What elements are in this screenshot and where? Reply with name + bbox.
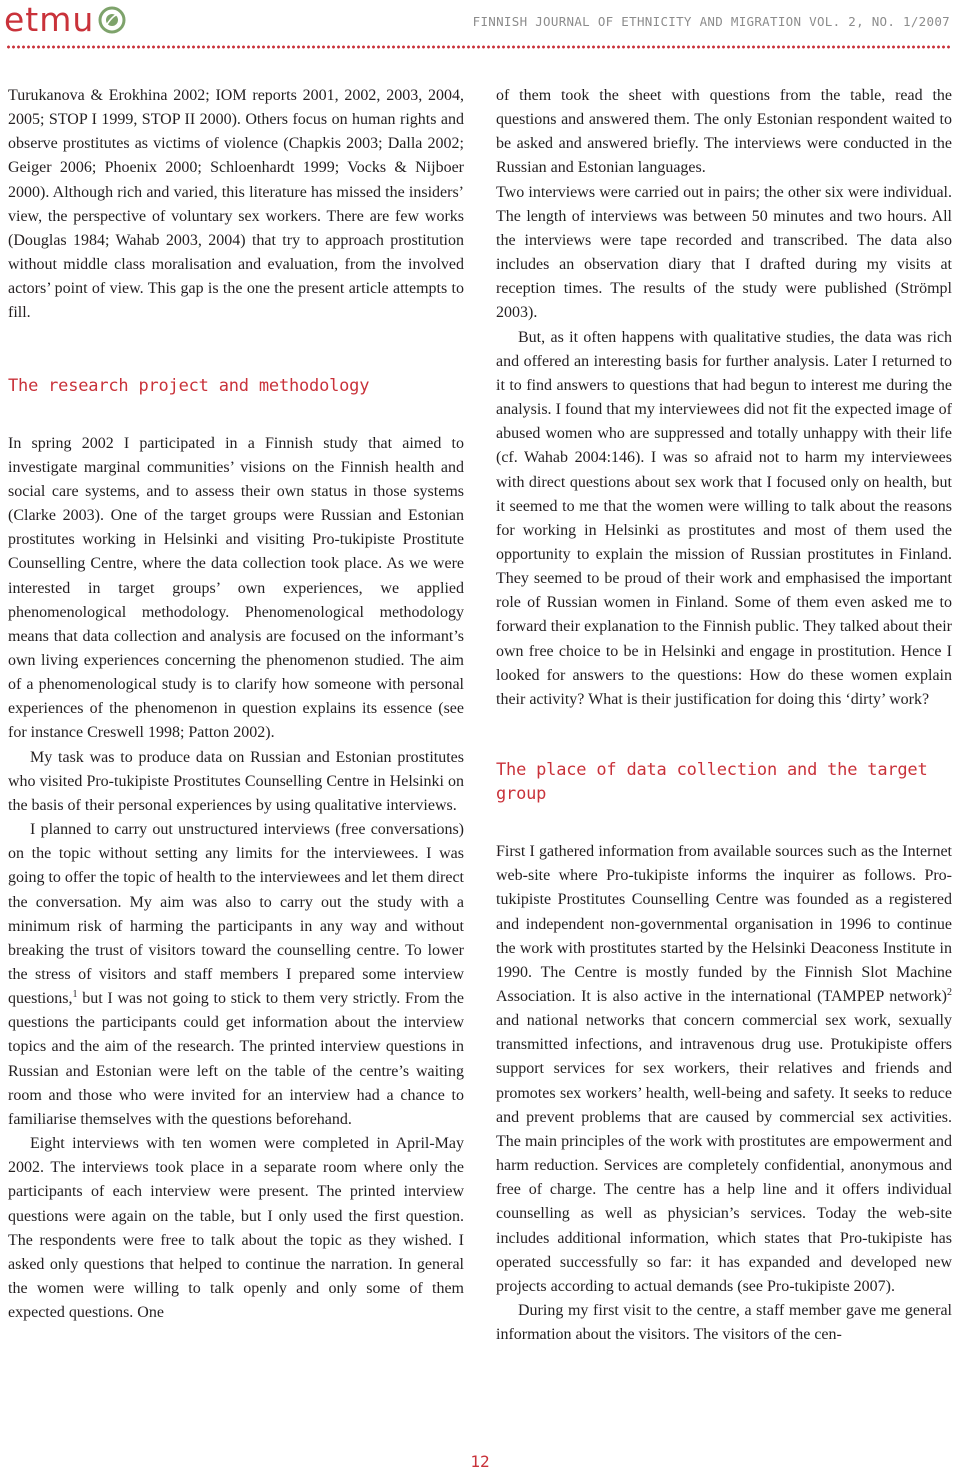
page-header bbox=[0, 0, 960, 60]
dotted-rule bbox=[6, 44, 952, 50]
paragraph: But, as it often happens with qualitative studies, the data was rich and offered an interesting basis for further analysis. Later I returned to it to find answers to questions that had begun to interest me during the analysis. I found that my interviewees did not fit the expected image of abused women who are suppressed and totally unhappy with their life (cf. Wahab 2004:146). I was so afraid not to harm my interviewees with direct questions about sex work that I focused only on health, but it seemed to me that the women were willing to talk about the reasons for working in Helsinki as prostitutes and most of them used the opportunity to explain the mission of Russian prostitutes in Finland. They seemed to be proud of their work and emphasised the important role of Russian women in Finland. Some of them even asked me to forward their explanation to the Finnish public. They talked about their own free choice to be in Helsinki and engage in prostitution. Hence I looked for answers to the questions: How do these women explain their activity? What is their justification for doing this ‘dirty’ work? bbox=[496, 328, 952, 708]
journal-title: FINNISH JOURNAL OF ETHNICITY AND MIGRATION VOL. 2, NO. 1/2007 bbox=[472, 14, 950, 29]
section-heading-research: The research project and methodology bbox=[8, 375, 370, 396]
right-column bbox=[496, 84, 952, 1347]
page-number: 12 bbox=[470, 1452, 490, 1471]
logo-wordmark: etmu bbox=[4, 0, 95, 39]
paragraph-text: First I gathered information from available sources such as the Internet web-site where Pro-tukipiste informs the inquirer as follows. Pro-tukipiste Prostitutes Counselling Centre was founded as a registered and independent non-governmental organisation in 1996 to continue the work with prostitutes started by the Helsinki Deaconess Institute in 1990. The Centre is mostly funded by the Finnish Slot Machine Association. It is also active in the international (TAMPEP network) bbox=[496, 843, 952, 1005]
paragraph: Eight interviews with ten women were completed in April-May 2002. The interviews took place in a separate room where only the participants of each interview were present. The printed interview questions were again on the table, but I only used the first question. The respondents were free to talk about the topic as they wished. I asked only questions that helped to continue the narration. In general the women were willing to talk openly and only some of them expected questions. One bbox=[8, 1135, 464, 1322]
paragraph-text: I planned to carry out unstructured interviews (free conversations) on the topic without setting any limits for the interviewees. I was going to offer the topic of health to the interviewees and let them direct the conversation. My aim was also to carry out the study with a minimum risk of harming the participants in any way and without breaking the trust of visitors toward the counselling centre. To lower the stress of visitors and staff members I prepared some interview questions, bbox=[8, 821, 464, 1008]
paragraph: During my first visit to the centre, a staff member gave me general information about the visitors. The visitors of the cen- bbox=[496, 1302, 952, 1344]
section-heading-place: The place of data collection and the target group bbox=[496, 760, 928, 805]
paragraph bbox=[8, 818, 464, 1132]
paragraph-text: but I was not going to stick to them very strictly. From the questions the participants could get information about the interview topics and the aim of the research. The printed interview questions in Russian and Estonian were left on the table of the centre’s waiting room and those who were invited for an interview had a chance to familiarise themselves with the questions beforehand. bbox=[8, 990, 464, 1128]
globe-leaf-icon bbox=[98, 6, 126, 34]
paragraph: My task was to produce data on Russian and Estonian prostitutes who visited Pro-tukipiste Prostitutes Counselling Centre in Helsinki on the basis of their personal experiences by using qualitative interviews. bbox=[8, 748, 464, 814]
paragraph: In spring 2002 I participated in a Finnish study that aimed to investigate marginal communities’ visions on the Finnish health and social care systems, and to assess their own status in those systems (Clarke 2003). One of the target groups were Russian and Estonian prostitutes working in Helsinki and visiting Pro-tukipiste Prostitute Counselling Centre, where the data collection took place. As we were interested in target groups’ own experiences, we applied phenomenological methodology. Phenomenological methodology means that data collection and analysis are focused on the informant’s own living experiences concerning the phenomenon studied. The aim of a phenomenological study is to clarify how someone with personal experiences of the phenomenon in question explains its essence (see for instance Creswell 1998; Patton 2002). bbox=[8, 434, 464, 742]
footnote-ref[interactable]: 2 bbox=[947, 987, 952, 998]
paragraph-text: and national networks that concern commercial sex work, sexually transmitted infections, and intravenous drug use. Protukipiste offers support services for sex workers, their relatives and friends and promotes sex workers’ health, well-being and safety. It seeks to reduce and prevent problems that are caused by commercial sex activities. The main principles of the work with prostitutes are empowerment and harm reduction. Services are completely confidential, anonymous and free of charge. The centre has a help line and it offers individual counselling as well as physician’s services. Today the web-site includes additional information, which states that Pro-tukipiste has operated successfully so far: it has expanded and developed new projects according to actual demands (see Pro-tukipiste 2007). bbox=[496, 1012, 952, 1295]
paragraph bbox=[496, 840, 952, 1299]
left-column bbox=[8, 84, 464, 1325]
paragraph: Turukanova & Erokhina 2002; IOM reports 2001, 2002, 2003, 2004, 2005; STOP I 1999, STOP II 2000). Others focus on human rights and observe prostitutes as victims of violence (Chapkis 2003; Dalla 2002; Geiger 2006; Phoenix 2000; Schloenhardt 1999; Vocks & Nijboer 2000). Although rich and varied, this literature has missed the insiders’ view, the perspective of voluntary sex workers. There are few works (Douglas 1984; Wahab 2003, 2004) that try to approach prostitution without middle class moralisation and evaluation, from the involved actors’ point of view. This gap is the one the present article attempts to fill. bbox=[8, 87, 464, 322]
paragraph: Two interviews were carried out in pairs; the other six were individual. The length of interviews was between 50 minutes and two hours. All the interviews were tape recorded and transcribed. The data also includes an observation diary that I drafted during my visits at reception times. The results of the study were published (Strömpl 2003). bbox=[496, 183, 952, 322]
journal-logo bbox=[4, 0, 126, 40]
paragraph: of them took the sheet with questions from the table, read the questions and answered them. The only Estonian respondent waited to be asked and answered briefly. The interviews were conducted in the Russian and Estonian languages. bbox=[496, 87, 952, 177]
footnote-ref[interactable]: 1 bbox=[72, 989, 78, 1001]
